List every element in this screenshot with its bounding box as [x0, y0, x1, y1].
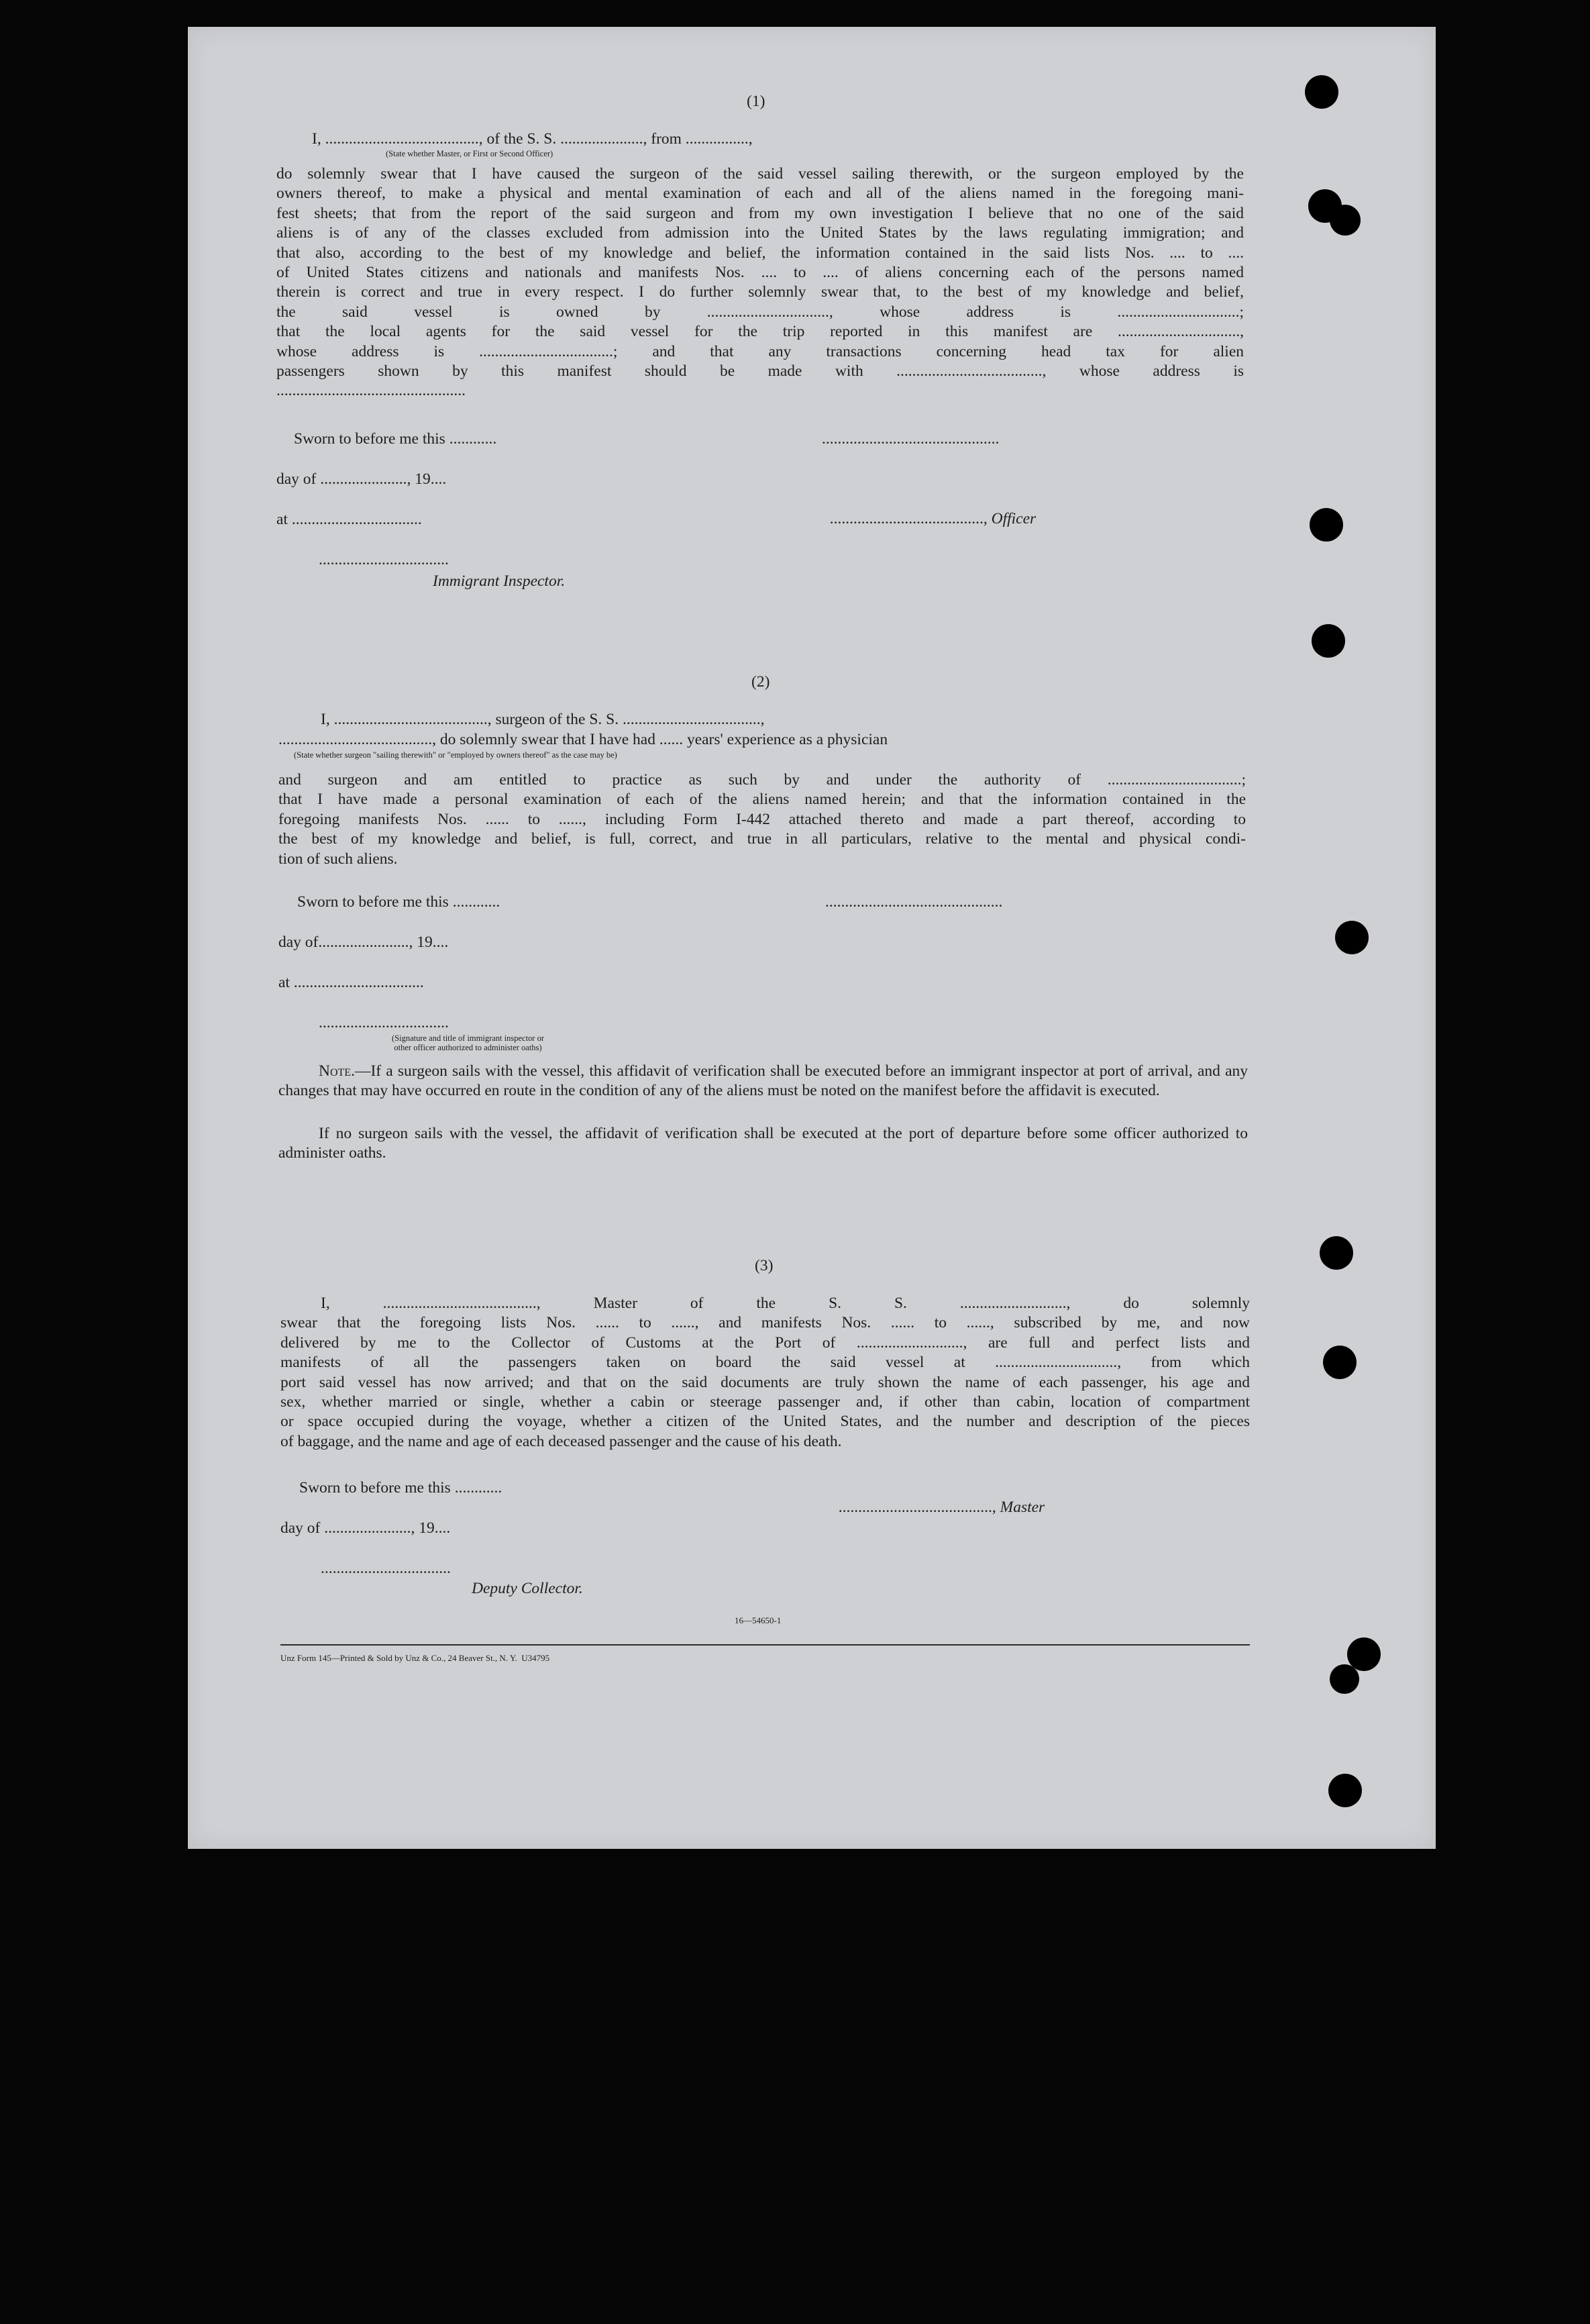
body-line: manifests of all the passengers taken on board the said vessel at ..............................., from which: [280, 1354, 1250, 1372]
section1-body: [276, 164, 1244, 401]
master-label: Master: [1000, 1499, 1045, 1517]
surgeon-note: [278, 1062, 1248, 1101]
body-line: that I have made a personal examination of each of the aliens named herein; and that the information contained in the: [278, 791, 1246, 809]
collector-signature-line: .................................: [321, 1560, 451, 1577]
form-number: 16—54650-1: [735, 1615, 782, 1625]
body-line: whose address is ..................................; and that any transactions concerning head tax for alien: [276, 342, 1244, 360]
master-signature-line: [831, 1478, 1045, 1518]
officer-line: [822, 490, 1036, 529]
inspector-label: Immigrant Inspector.: [433, 572, 566, 590]
body-line: tion of such aliens.: [278, 850, 398, 868]
sworn-line: Sworn to before me this ............: [297, 893, 500, 911]
binder-hole: [1323, 1346, 1357, 1379]
officer-signature-line: .............................................: [822, 430, 1000, 448]
sworn-line: Sworn to before me this ............: [299, 1479, 502, 1497]
body-line: therein is correct and true in every respect. I do further solemnly swear that, to the best of my knowledge and belief,: [276, 283, 1244, 301]
collector-label: Deputy Collector.: [472, 1580, 583, 1597]
body-line: the said vessel is owned by ..............................., whose address is ...............................;: [276, 303, 1244, 321]
body-line: or space occupied during the voyage, whether a citizen of the United States, and the number and description of the pieces: [280, 1413, 1250, 1431]
binder-hole: [1330, 205, 1361, 236]
body-line: aliens is of any of the classes excluded from admission into the United States by the laws regulating immigration; and: [276, 224, 1244, 242]
officer-label: Officer: [991, 510, 1037, 528]
body-line: ................................................: [276, 382, 466, 400]
body-line: of United States citizens and nationals and manifests Nos. .... to .... of aliens concerning each of the persons named: [276, 264, 1244, 282]
body-line: fest sheets; that from the report of the said surgeon and from my own investigation I believe that no one of the said: [276, 204, 1244, 222]
binder-hole: [1328, 1774, 1362, 1807]
body-line: and surgeon and am entitled to practice as such by and under the authority of ..................................;: [278, 771, 1246, 789]
inspector-signature-line: .................................: [319, 1014, 449, 1031]
surgeon-experience-line: ......................................., do solemnly swear that I have had ...... years' experience as a physician: [278, 731, 888, 748]
body-line: of baggage, and the name and age of each deceased passenger and the cause of his death.: [280, 1432, 842, 1450]
note-head: Note.: [319, 1062, 355, 1080]
signature-title-note: other officer authorized to administer oaths): [394, 1043, 542, 1052]
section2-heading: (2): [751, 673, 770, 691]
master-rank-note: (State whether Master, or First or Second Officer): [386, 149, 553, 158]
inspector-signature-line: .................................: [319, 551, 449, 568]
master-line: I, ......................................., of the S. S. ....................., from ................,: [312, 130, 753, 148]
binder-hole: [1310, 508, 1343, 542]
section3-heading: (3): [755, 1257, 774, 1274]
body-line: do solemnly swear that I have caused the surgeon of the said vessel sailing therewith, or the surgeon employed by the: [276, 165, 1244, 183]
binder-hole: [1312, 624, 1345, 658]
note-text: —If a surgeon sails with the vessel, this affidavit of verification shall be executed before an immigrant inspector at port of arrival, and any changes that may have occurred en route in the condition of any of the aliens must be noted on the manifest before the affidavit is executed.: [278, 1062, 1248, 1100]
section1-heading: (1): [747, 93, 765, 110]
body-line: owners thereof, to make a physical and mental examination of each and all of the aliens named in the foregoing mani-: [276, 185, 1244, 203]
body-line: the best of my knowledge and belief, is full, correct, and true in all particulars, relative to the mental and physical condi-: [278, 830, 1246, 848]
body-line: port said vessel has now arrived; and that on the said documents are truly shown the name of each passenger, his age and: [280, 1373, 1250, 1391]
body-line: that the local agents for the said vessel for the trip reported in this manifest are ...............................,: [276, 323, 1244, 341]
day-of-line: day of ......................, 19....: [280, 1519, 451, 1537]
sworn-line: Sworn to before me this ............: [294, 430, 497, 448]
body-line: swear that the foregoing lists Nos. ...... to ......, and manifests Nos. ...... to ......, subscribed by me, and now: [280, 1314, 1250, 1332]
section2-body: [278, 770, 1246, 869]
surgeon-type-note: (State whether surgeon "sailing therewith" or "employed by owners thereof" as the case may be): [294, 750, 617, 760]
body-line: passengers shown by this manifest should be made with ....................................., whose address is: [276, 362, 1244, 381]
officer-dots: .......................................,: [829, 510, 992, 528]
binder-hole: [1320, 1236, 1353, 1270]
surgeon-line: I, ......................................., surgeon of the S. S. ...................................,: [321, 711, 765, 728]
section3-body: [280, 1294, 1250, 1452]
footer-rule: [280, 1644, 1250, 1646]
at-line: at .................................: [276, 511, 422, 528]
day-of-line: day of ......................, 19....: [276, 470, 447, 488]
binder-hole: [1305, 75, 1338, 109]
day-of-line: day of......................., 19....: [278, 933, 449, 951]
body-line: I, ......................................., Master of the S. S. ..........................., do solemnly: [321, 1295, 1250, 1312]
body-line: sex, whether married or single, whether a cabin or steerage passenger and, if other than cabin, location of compartment: [280, 1393, 1250, 1411]
surgeon-signature-line: .............................................: [825, 893, 1003, 911]
at-line: at .................................: [278, 974, 424, 991]
body-line: foregoing manifests Nos. ...... to ......, including Form I-442 attached thereto and made a part thereof, according to: [278, 810, 1246, 828]
no-surgeon-note: If no surgeon sails with the vessel, the affidavit of verification shall be executed at the port of departure before some officer authorized to administer oaths.: [278, 1125, 1248, 1162]
binder-hole: [1330, 1664, 1359, 1694]
printer-imprint: Unz Form 145—Printed & Sold by Unz & Co., 24 Beaver St., N. Y. U34795: [280, 1653, 550, 1663]
body-line: that also, according to the best of my knowledge and belief, the information contained in the said lists Nos. .... to ....: [276, 244, 1244, 262]
body-line: delivered by me to the Collector of Customs at the Port of ..........................., are full and perfect lists and: [280, 1333, 1250, 1352]
signature-title-note: (Signature and title of immigrant inspector or: [391, 1033, 545, 1043]
binder-hole: [1335, 921, 1369, 954]
master-dots: .......................................,: [838, 1499, 1000, 1517]
